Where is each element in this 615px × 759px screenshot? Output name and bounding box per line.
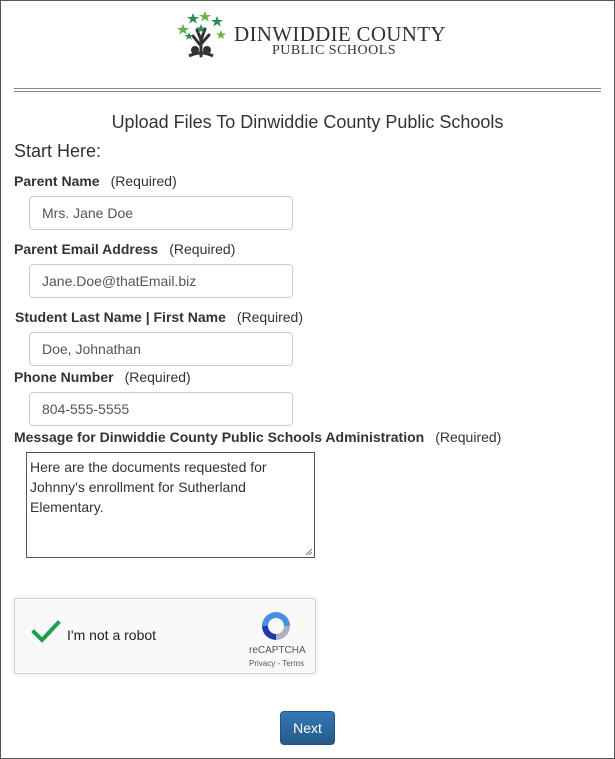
logo-subtitle: PUBLIC SCHOOLS <box>272 43 397 58</box>
parent-name-label-text: Parent Name <box>14 173 100 189</box>
header-divider-top <box>14 88 601 89</box>
recaptcha-widget <box>14 598 316 674</box>
phone-label-text: Phone Number <box>14 369 114 385</box>
recaptcha-logo-icon <box>259 609 293 643</box>
parent-email-label-text: Parent Email Address <box>14 241 159 257</box>
required-marker: (Required) <box>110 173 177 189</box>
parent-email-input[interactable]: Jane.Doe@thatEmail.biz <box>29 264 293 298</box>
logo-title: DINWIDDIE COUNTY <box>234 22 446 46</box>
message-label <box>14 429 501 445</box>
message-textarea[interactable] <box>26 452 315 558</box>
recaptcha-privacy-terms-links[interactable]: Privacy - Terms <box>249 659 304 668</box>
start-here-heading: Start Here: <box>14 141 102 161</box>
message-text: Here are the documents requested for Johnny's enrollment for Sutherland Elementary. <box>30 459 267 515</box>
required-marker: (Required) <box>169 241 236 257</box>
recaptcha-brand: reCAPTCHA <box>249 645 306 656</box>
student-name-label <box>15 309 303 325</box>
district-logo <box>175 10 445 60</box>
next-button[interactable]: Next <box>280 711 335 745</box>
resize-grip-icon[interactable] <box>304 547 313 556</box>
required-marker: (Required) <box>124 369 191 385</box>
message-label-text: Message for Dinwiddie County Public Schools Administration <box>14 429 425 445</box>
checkmark-icon[interactable] <box>31 619 61 645</box>
header-divider-bottom <box>14 91 601 92</box>
required-marker: (Required) <box>236 309 303 325</box>
phone-label <box>14 369 191 385</box>
page-title: Upload Files To Dinwiddie County Public Schools <box>111 112 504 132</box>
parent-name-label <box>14 173 177 189</box>
parent-email-label <box>14 241 235 257</box>
student-name-input[interactable]: Doe, Johnathan <box>29 332 293 366</box>
student-name-label-text: Student Last Name | First Name <box>15 309 226 325</box>
tree-with-stars-icon <box>175 10 227 58</box>
phone-input[interactable]: 804-555-5555 <box>29 392 293 426</box>
parent-name-input[interactable]: Mrs. Jane Doe <box>29 196 293 230</box>
required-marker: (Required) <box>435 429 502 445</box>
not-a-robot-label[interactable]: I'm not a robot <box>67 627 157 643</box>
